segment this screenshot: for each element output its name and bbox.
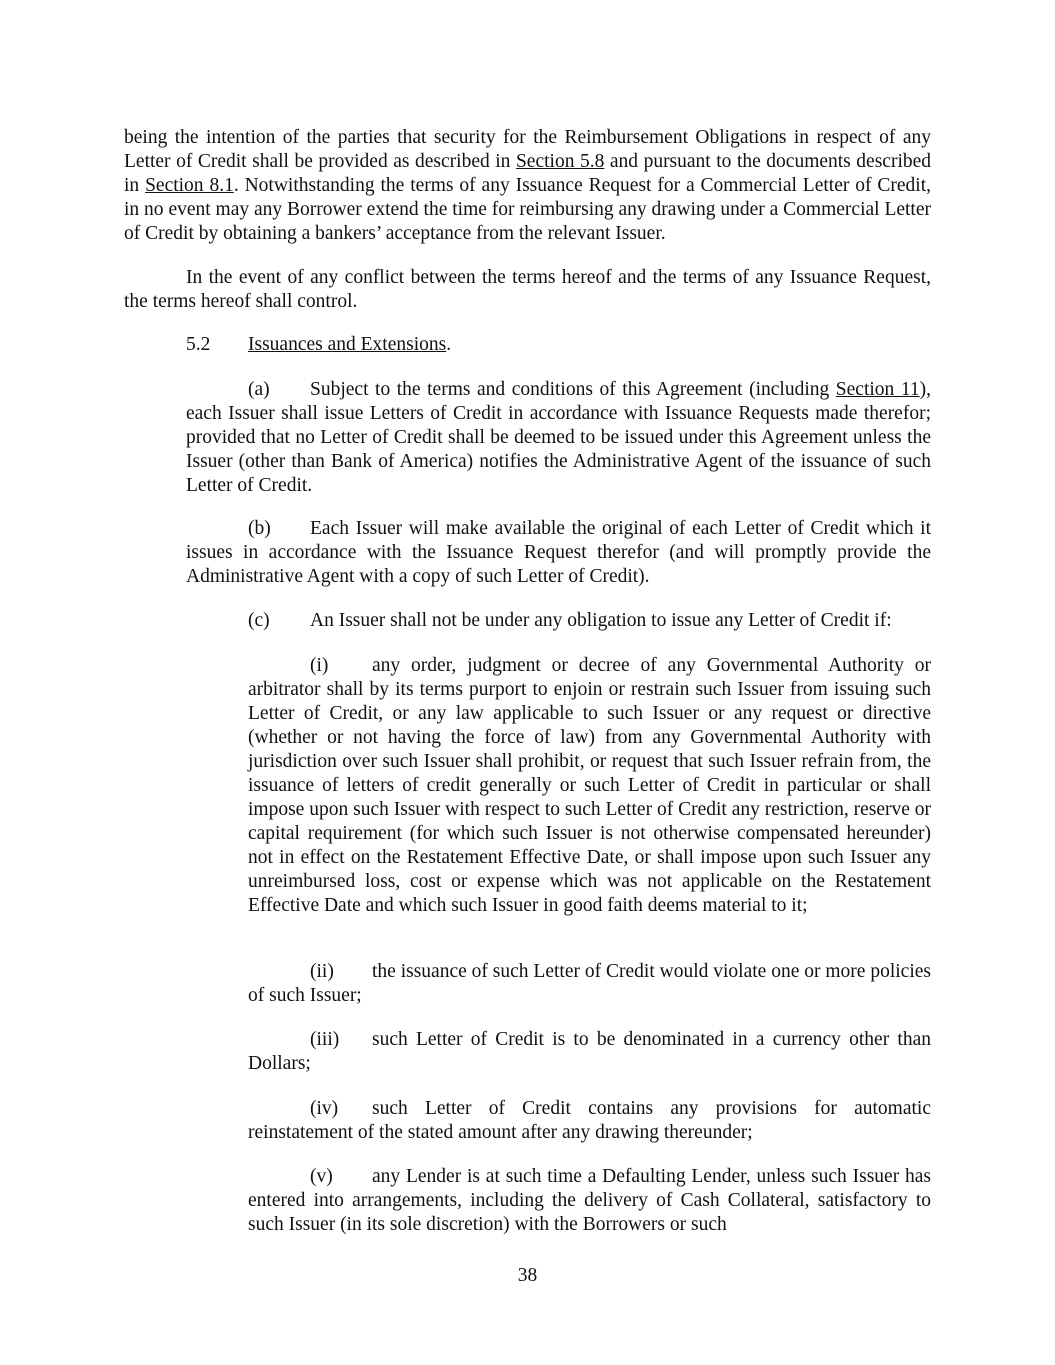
- page-number: 38: [517, 1265, 538, 1286]
- text-run: ), each Issuer shall issue Letters of Credit in accordance with Issuance Requests made therefor; provided that no Letter of Credit shall be deemed to be issued under this Agreement unless the Issuer (other than Bank of America) notifies the Administrative Agent of the issuance of such Letter of Credit.: [186, 379, 931, 496]
- section-reference-8-1: Section 8.1: [145, 175, 234, 196]
- clause-text: such Letter of Credit is to be denominated in a currency other than Dollars;: [248, 1029, 931, 1074]
- clause-text: the issuance of such Letter of Credit would violate one or more policies of such Issuer;: [248, 961, 931, 1006]
- clause-text: any Lender is at such time a Defaulting Lender, unless such Issuer has entered into arrangements, including the delivery of Cash Collateral, satisfactory to such Issuer (in its sole discretion) with the Borrowers or such: [248, 1166, 931, 1235]
- text-run: and pursuant to the documents described in: [124, 151, 932, 196]
- section-reference-11: Section 11: [835, 379, 920, 400]
- clause-label: (iv): [310, 1098, 339, 1119]
- section-title-period: .: [446, 334, 452, 355]
- clause-label: (b): [248, 518, 271, 539]
- text-run: being the intention of the parties that security for the Reimbursement Obligations in respect of any Letter of Credit shall be provided as described in: [124, 127, 931, 172]
- clause-c-iii: [248, 1028, 931, 1076]
- section-title: Issuances and Extensions: [248, 334, 447, 355]
- clause-text: Each Issuer will make available the original of each Letter of Credit which it issues in accordance with the Issuance Request therefor (and will promptly provide the Administrative Agent with a copy of such Letter of Credit).: [186, 518, 931, 587]
- clause-text: such Letter of Credit contains any provisions for automatic reinstatement of the stated amount after any drawing thereunder;: [248, 1098, 931, 1143]
- text-run: . Notwithstanding the terms of any Issuance Request for a Commercial Letter of Credit, in no event may any Borrower extend the time for reimbursing any drawing under a Commercial Letter of Credit by obtaining a bankers’ acceptance from the relevant Issuer.: [124, 175, 931, 244]
- section-reference-5-8: Section 5.8: [515, 151, 605, 172]
- clause-c-ii: [248, 960, 931, 1008]
- clause-label: (ii): [310, 961, 334, 982]
- clause-b: [186, 517, 931, 589]
- clause-text: An Issuer shall not be under any obligation to issue any Letter of Credit if:: [310, 610, 892, 631]
- clause-c: [248, 609, 931, 633]
- clause-label: (i): [310, 655, 329, 676]
- clause-label: (c): [248, 610, 270, 631]
- clause-label: (a): [248, 379, 270, 400]
- paragraph-continuation: [124, 126, 931, 246]
- clause-c-i: [248, 654, 931, 918]
- section-number: 5.2: [186, 334, 211, 355]
- clause-c-v: [248, 1165, 931, 1237]
- clause-a: [186, 378, 931, 498]
- paragraph-conflict: In the event of any conflict between the terms hereof and the terms of any Issuance Request, the terms hereof shall control.: [124, 267, 931, 312]
- clause-c-iv: [248, 1097, 931, 1145]
- section-heading: [186, 333, 451, 357]
- clause-label: (v): [310, 1166, 333, 1187]
- text-run: Subject to the terms and conditions of this Agreement (including: [310, 379, 836, 400]
- clause-text: any order, judgment or decree of any Governmental Authority or arbitrator shall by its terms purport to enjoin or restrain such Issuer from issuing such Letter of Credit, or any law applicable to such Issuer or any request or directive (whether or not having the force of law) from any Governmental Authority with jurisdiction over such Issuer shall prohibit, or request that such Issuer refrain from, the issuance of letters of credit generally or such Letter of Credit in particular or shall impose upon such Issuer with respect to such Letter of Credit any restriction, reserve or capital requirement (for which such Issuer is not otherwise compensated hereunder) not in effect on the Restatement Effective Date, or shall impose upon such Issuer any unreimbursed loss, cost or expense which was not applicable on the Restatement Effective Date and which such Issuer in good faith deems material to it;: [248, 655, 931, 916]
- clause-label: (iii): [310, 1029, 340, 1050]
